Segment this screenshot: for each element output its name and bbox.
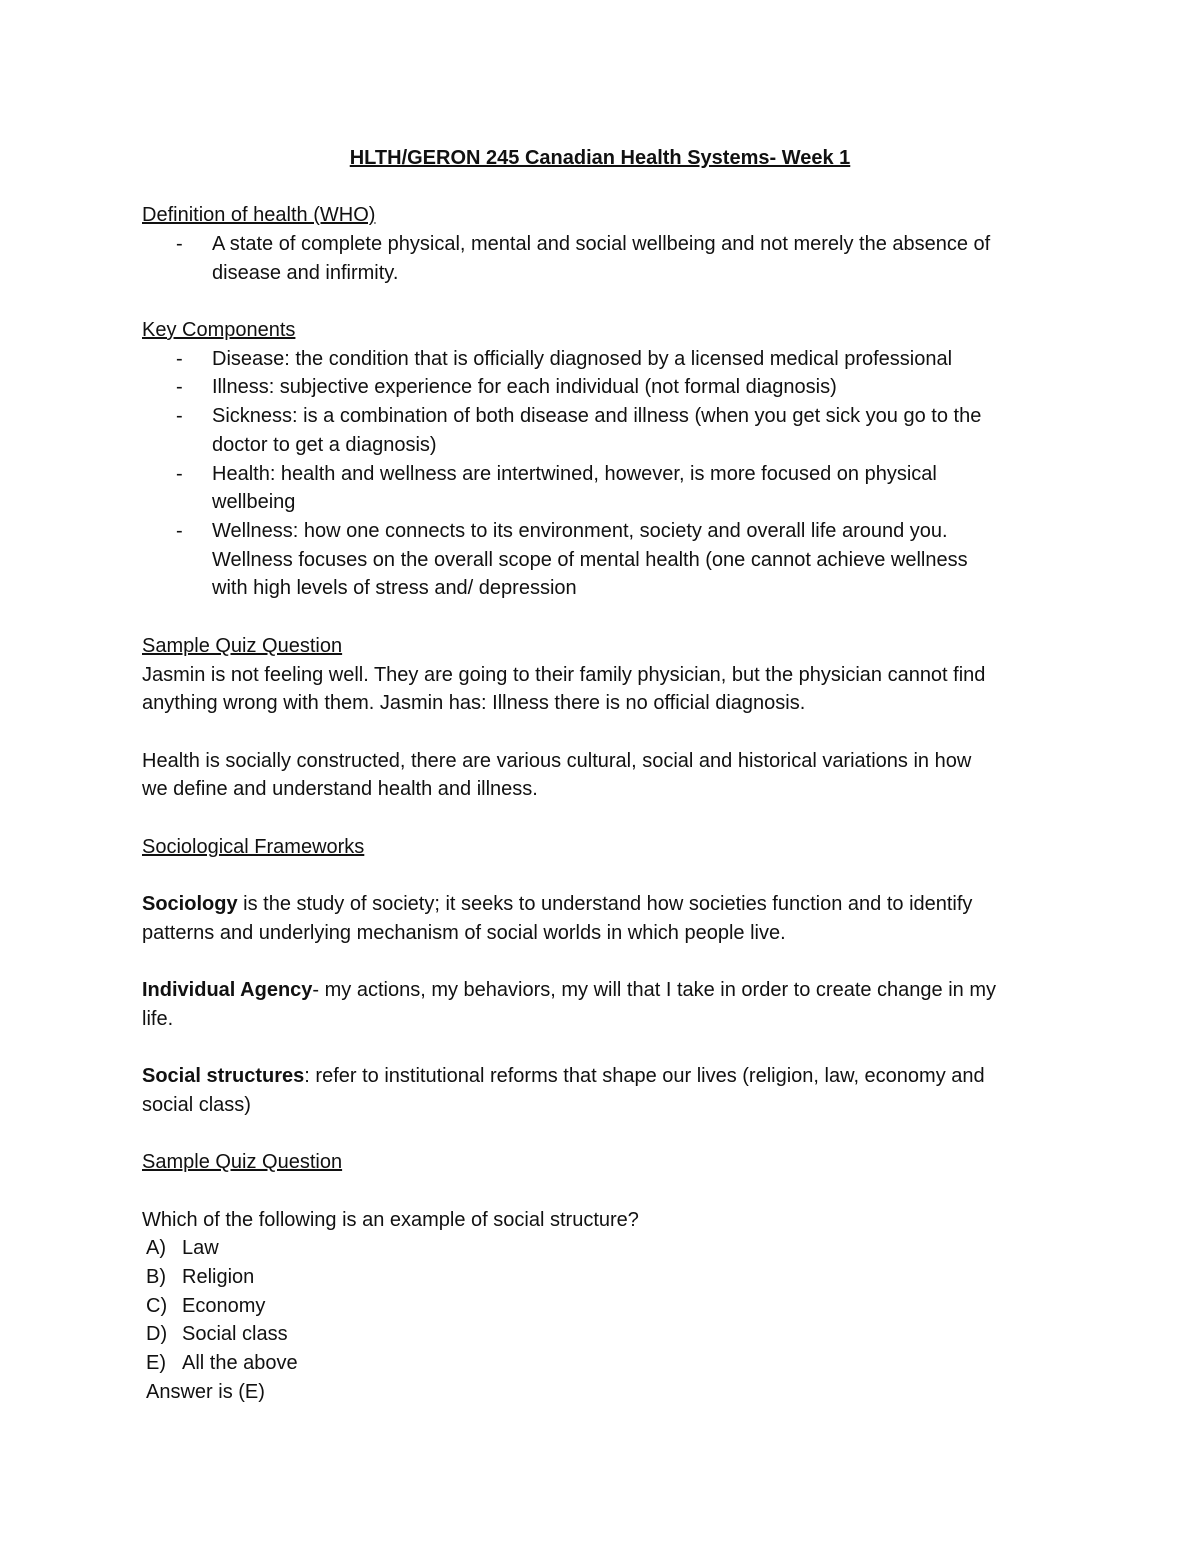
- bullet-dash: -: [176, 376, 183, 398]
- structures-text: : refer to institutional reforms that shape our lives (religion, law, economy and: [304, 1065, 985, 1087]
- option-text: Social class: [182, 1323, 288, 1345]
- component-illness: Illness: subjective experience for each individual (not formal diagnosis): [212, 376, 837, 398]
- bullet-dash: -: [176, 463, 183, 485]
- bullet-dash: -: [176, 520, 183, 542]
- sociology-definition: [142, 890, 972, 919]
- option-letter: E): [146, 1352, 166, 1374]
- component-wellness-cont: Wellness focuses on the overall scope of mental health (one cannot achieve wellness: [212, 549, 968, 571]
- option-text: All the above: [182, 1352, 298, 1374]
- definition-text-line: disease and infirmity.: [212, 262, 399, 284]
- option-letter: C): [146, 1295, 168, 1317]
- option-letter: A): [146, 1237, 166, 1259]
- option-text: Religion: [182, 1266, 255, 1288]
- agency-term: Individual Agency: [142, 979, 313, 1001]
- component-health-cont: wellbeing: [212, 491, 296, 513]
- option-text: Law: [182, 1237, 219, 1259]
- bullet-dash: -: [176, 348, 183, 370]
- quiz1-text-line: anything wrong with them. Jasmin has: Illness there is no official diagnosis.: [142, 692, 806, 714]
- component-sickness: Sickness: is a combination of both disease and illness (when you get sick you go to the: [212, 405, 982, 427]
- structures-term: Social structures: [142, 1065, 305, 1087]
- quiz2-heading: Sample Quiz Question: [142, 1151, 343, 1173]
- component-sickness-cont: doctor to get a diagnosis): [212, 434, 437, 456]
- option-letter: B): [146, 1266, 166, 1288]
- sociology-definition-cont: patterns and underlying mechanism of social worlds in which people live.: [142, 922, 786, 944]
- agency-text: - my actions, my behaviors, my will that I take in order to create change in my: [312, 979, 997, 1001]
- quiz1-heading: Sample Quiz Question: [142, 635, 343, 657]
- agency-definition-cont: life.: [142, 1008, 174, 1030]
- definition-text-line: A state of complete physical, mental and social wellbeing and not merely the absence of: [212, 233, 991, 255]
- bullet-dash: -: [176, 233, 183, 255]
- agency-definition: [142, 976, 996, 1005]
- component-health: Health: health and wellness are intertwined, however, is more focused on physical: [212, 463, 937, 485]
- quiz2-question: Which of the following is an example of social structure?: [142, 1209, 639, 1231]
- structures-definition: [142, 1062, 985, 1091]
- definition-heading: Definition of health (WHO): [142, 204, 376, 226]
- quiz2-answer: Answer is (E): [146, 1381, 265, 1403]
- sociology-text: is the study of society; it seeks to understand how societies function and to identify: [237, 893, 973, 915]
- structures-definition-cont: social class): [142, 1094, 251, 1116]
- component-disease: Disease: the condition that is officially diagnosed by a licensed medical professional: [212, 348, 953, 370]
- quiz1-text-line: Jasmin is not feeling well. They are going to their family physician, but the physician cannot find: [142, 664, 986, 686]
- option-text: Economy: [182, 1295, 266, 1317]
- sociology-term: Sociology: [142, 893, 238, 915]
- health-social-line: we define and understand health and illness.: [142, 778, 538, 800]
- health-social-line: Health is socially constructed, there are various cultural, social and historical variations in how: [142, 750, 972, 772]
- key-components-heading: Key Components: [142, 319, 296, 341]
- bullet-dash: -: [176, 405, 183, 427]
- option-letter: D): [146, 1323, 168, 1345]
- component-wellness: Wellness: how one connects to its environment, society and overall life around you.: [212, 520, 948, 542]
- document-title: HLTH/GERON 245 Canadian Health Systems- Week 1: [349, 147, 851, 169]
- frameworks-heading: Sociological Frameworks: [142, 836, 365, 858]
- component-wellness-cont: with high levels of stress and/ depression: [212, 577, 577, 599]
